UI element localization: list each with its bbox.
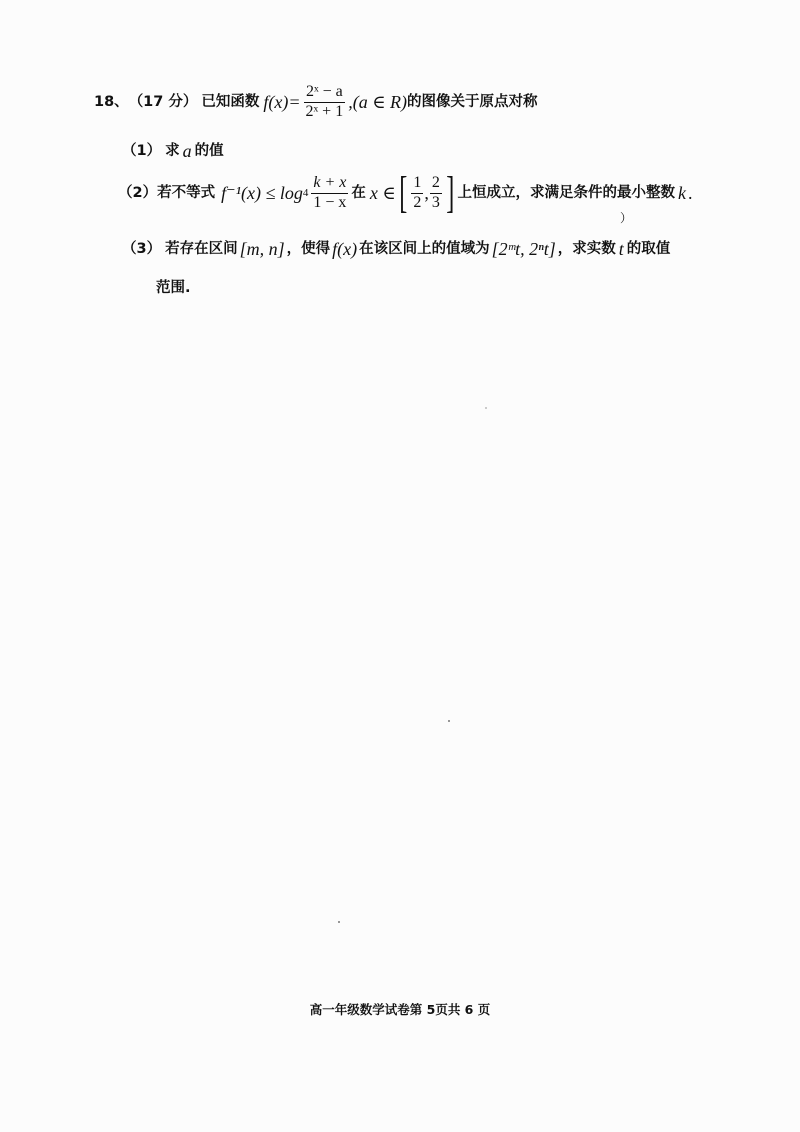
right-bracket: ] — [446, 168, 455, 217]
part-3-line-2 — [156, 278, 191, 298]
inverse-function: f⁻¹(x) ≤ log — [221, 183, 303, 203]
part-3-text-a: 若存在区间 — [165, 240, 238, 257]
question-number: 18、 — [94, 93, 129, 110]
interval-upper-num: 2 — [431, 174, 440, 192]
part-3-text-b: ，使得 — [286, 240, 331, 257]
part-2-text-c: 上恒成立，求满足条件的最小整数 — [457, 184, 676, 201]
var-t: t — [618, 239, 624, 259]
part-3-text-d: ，求实数 — [557, 240, 616, 257]
part-2-end: . — [688, 183, 693, 203]
part-1-label: （1） — [122, 142, 162, 159]
function-fraction — [304, 83, 346, 121]
part-1-text: 求 — [165, 142, 180, 159]
scan-speck — [338, 921, 340, 923]
part-3 — [122, 236, 670, 262]
interval-lower-fraction — [411, 174, 423, 212]
part-3-text-c: 在该区间上的值域为 — [359, 240, 490, 257]
scan-speck — [448, 720, 450, 722]
part-1-var: a — [182, 141, 192, 161]
interval-lower-num: 1 — [413, 174, 422, 192]
part-3-func: f(x) — [332, 239, 358, 259]
range-expression: [2ᵐt, 2ⁿt] — [491, 239, 556, 259]
part-3-line-2-text: 范围. — [156, 279, 191, 296]
part-2 — [118, 168, 693, 218]
question-points: （17 分） — [128, 93, 198, 110]
interval-upper-fraction — [430, 174, 442, 212]
stray-paren: ） — [620, 211, 633, 225]
scan-speck — [485, 407, 487, 409]
x-in: x ∈ — [369, 183, 396, 203]
stem-suffix: 的图像关于原点对称 — [407, 93, 538, 110]
question-stem — [94, 80, 538, 124]
part-1-tail: 的值 — [194, 142, 224, 159]
part-2-text-b: 在 — [351, 184, 366, 201]
function-lhs: f(x)= — [263, 92, 301, 112]
function-denominator: 2ˣ + 1 — [305, 102, 344, 120]
stem-prefix: 已知函数 — [201, 93, 260, 110]
function-numerator: 2ˣ − a — [306, 83, 343, 101]
part-2-label: （2） — [118, 184, 158, 201]
interval-upper-den: 3 — [431, 193, 440, 211]
var-k: k — [678, 183, 687, 203]
interval-lower-den: 2 — [413, 193, 422, 211]
log-argument-fraction — [311, 174, 348, 212]
part-1 — [122, 140, 224, 162]
part-2-text-a: 若不等式 — [157, 184, 216, 201]
function-condition: ,(a ∈ R) — [348, 92, 408, 112]
interval-separator: , — [424, 183, 429, 203]
page-footer: 高一年级数学试卷第 5页共 6 页 — [309, 1002, 491, 1017]
interval-mn: [m, n] — [239, 239, 285, 259]
log-numerator: k + x — [313, 174, 347, 192]
part-3-label: （3） — [122, 240, 162, 257]
stray-mark — [620, 211, 632, 225]
log-base: 4 — [302, 186, 309, 199]
log-denominator: 1 − x — [313, 193, 347, 211]
part-3-text-e: 的取值 — [626, 240, 671, 257]
left-bracket: [ — [399, 168, 408, 217]
